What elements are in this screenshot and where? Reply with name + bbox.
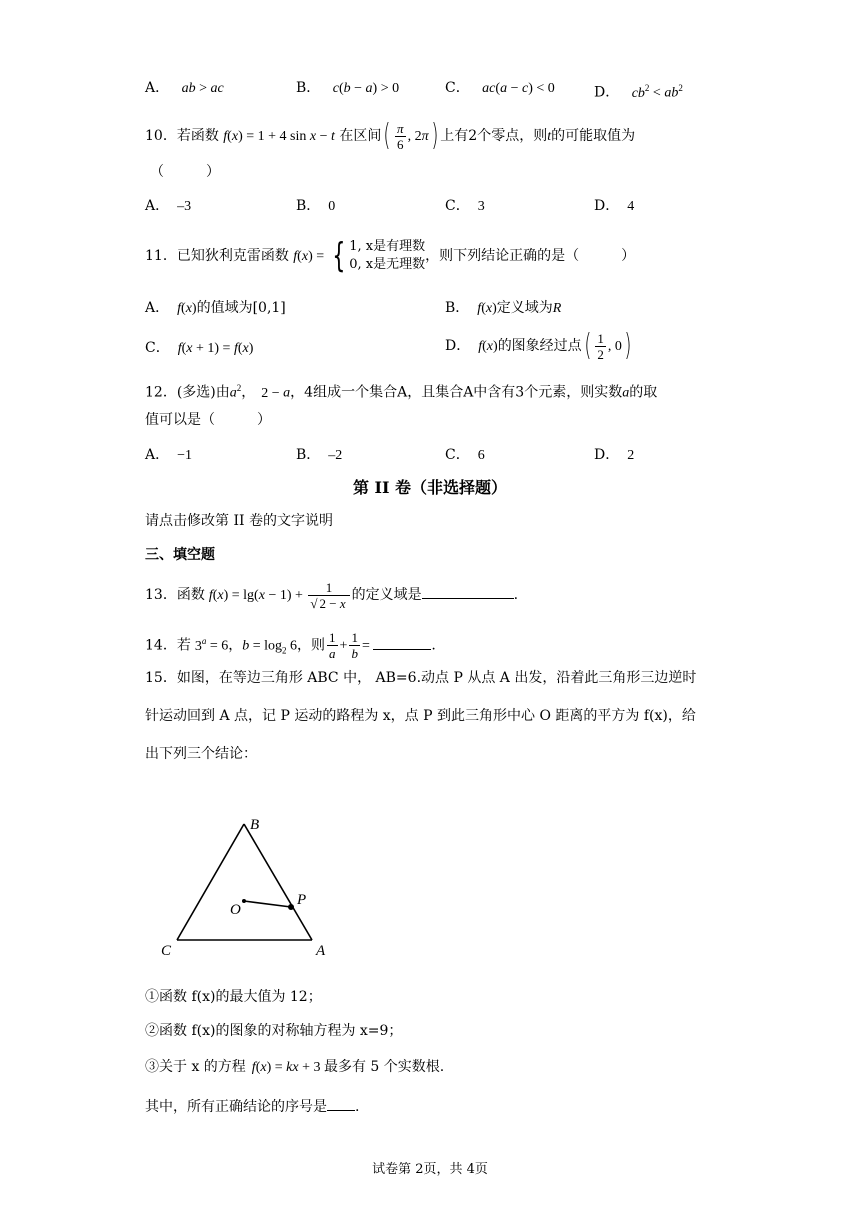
q11-stem: 11．已知狄利克雷函数 f(x) = { 1, x是有理数 0, x是无理数 ，则下列结论正确的是（ ） [145,236,636,276]
answer-blank[interactable] [373,635,431,650]
q10-paren: （ ） [150,164,220,180]
q15-conclusion-1: ①函数 f(x)的最大值为 12； [145,989,322,1005]
option-label: C． [445,80,470,96]
q15-line3: 出下列三个结论： [145,746,257,762]
q15-line1: 15．如图，在等边三角形 ABC 中， AB=6.动点 P 从点 A 出发，沿着此三角形三边逆时 [145,670,697,686]
triangle-figure [150,810,350,960]
q12-option-d: D． 2 [594,447,635,463]
label-o: O [230,902,241,918]
case-rational: 1, x是有理数 [349,239,426,254]
q13-stem: 13．函数 f(x) = lg(x − 1) + $\frac{1}{√ 2 - x}$ 的定义域是 . [145,579,519,611]
q12-stem-line2: 值可以是（ ） [145,412,271,428]
q15-conclusion-3: ③关于 x 的方程 f(x) = kx + 3 最多有 5 个实数根. [145,1059,445,1075]
option-label: A． [145,80,170,96]
answer-blank[interactable] [422,584,514,599]
q15-line2: 针运动回到 A 点，记 P 运动的路程为 x，点 P 到此三角形中心 O 距离的平方为 f(x)，给 [145,708,696,724]
segment-op [244,901,291,907]
q9-option-b: B． c(b − a) > 0 [296,80,400,96]
label-b: B [250,817,260,833]
label-p: P [297,892,307,908]
option-label: D． [594,84,620,101]
side-cb [177,824,244,940]
q10-option-a: A． –3 [145,198,192,214]
label-a: A [316,943,326,959]
q12-option-b: B． –2 [296,447,343,463]
q10-option-d: D． 4 [594,198,635,214]
page-footer: 试卷第 2页，共 4页 [372,1162,488,1177]
part-heading: 三、填空题 [145,547,215,563]
q10-option-c: C． 3 [445,198,485,214]
q11-option-c: C． f(x + 1) = f(x) [145,340,254,356]
q9-option-d: D． $cb^2 < ab^2$ [594,83,683,101]
q12-stem-line1: 12．(多选)由$a^2$， 2 − a，4组成一个集合A，且集合A中含有3个元素，则实数a的取 [145,383,658,401]
q10-option-b: B． 0 [296,198,336,214]
q12-option-c: C． 6 [445,447,485,463]
q15-ask: 其中，所有正确结论的序号是 . [145,1096,359,1117]
answer-blank[interactable] [327,1096,355,1111]
label-c: C [161,943,172,959]
section-title: 第 II 卷（非选择题） [352,478,508,497]
q10-stem: 10．若函数 f(x) = 1 + 4 sin x − t 在区间( $\frac{\pi}{6}$ , 2π) 上有2个零点，则t的可能取值为 [145,118,636,153]
option-label: B． [296,80,321,96]
side-ba [244,824,312,940]
case-irrational: 0, x是无理数 [349,257,426,272]
q12-option-a: A． −1 [145,447,193,463]
section-subtitle[interactable]: 请点击修改第 II 卷的文字说明 [145,513,333,529]
q14-stem: 14．若 $3^a = 6$，$b = \log_2 6$，则 $\frac{1}{a}$ + $\frac{1}{b}$ = . [145,630,436,662]
q9-option-c: C． ac(a − c) < 0 [445,80,555,96]
q9-option-a: A． ab > ac [145,80,224,96]
q11-option-b: B． f(x)定义域为R [445,300,562,316]
q11-option-d: D． f(x)的图象经过点( $\frac{1}{2}$ , 0) [445,328,632,363]
q15-conclusion-2: ②函数 f(x)的图象的对称轴方程为 x=9； [145,1023,403,1039]
point-p [288,904,294,910]
point-o [242,899,246,903]
q11-option-a: A． f(x)的值域为[0,1] [145,300,286,316]
